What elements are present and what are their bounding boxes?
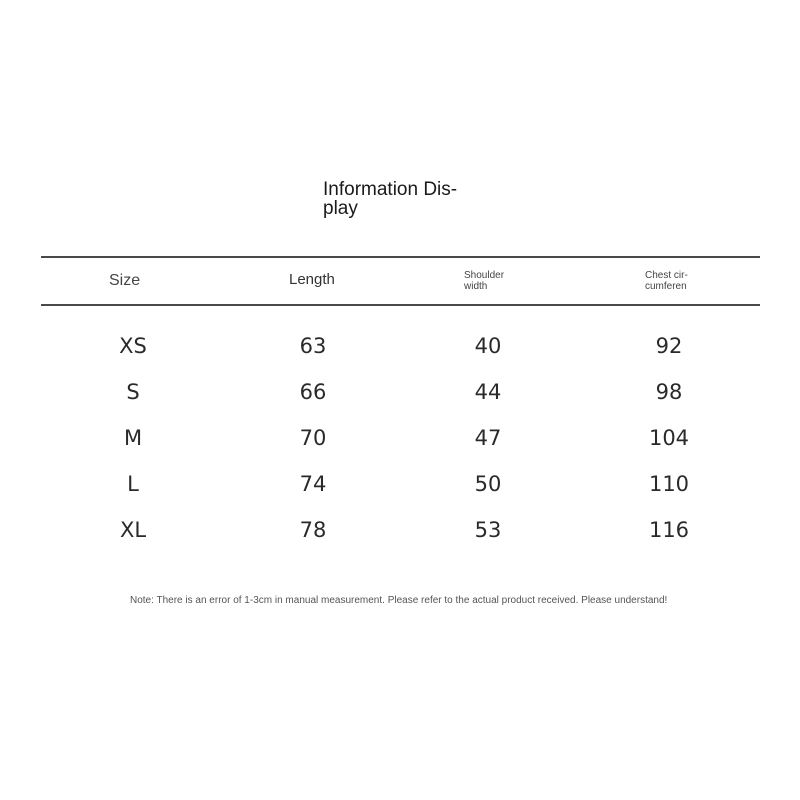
chest-cell: 98	[655, 380, 683, 404]
size-cell: S	[126, 380, 140, 404]
chest-cell: 116	[648, 518, 690, 542]
size-cell: XL	[119, 518, 147, 542]
table-header-rule	[41, 304, 760, 306]
chest-cell: 92	[655, 334, 683, 358]
table-row	[0, 514, 800, 560]
measurement-note: Note: There is an error of 1-3cm in manual measurement. Please refer to the actual product received. Please understand!	[130, 595, 668, 606]
table-row	[0, 330, 800, 376]
length-cell: 74	[299, 472, 327, 496]
header-shoulder-width: Shoulder width	[464, 270, 505, 292]
size-table-body	[0, 330, 800, 560]
table-row	[0, 422, 800, 468]
table-row	[0, 376, 800, 422]
size-cell: L	[127, 472, 139, 496]
shoulder-cell: 47	[474, 426, 502, 450]
shoulder-cell: 44	[474, 380, 502, 404]
shoulder-cell: 50	[474, 472, 502, 496]
length-cell: 66	[299, 380, 327, 404]
size-cell: XS	[119, 334, 147, 358]
shoulder-cell: 53	[474, 518, 502, 542]
table-row	[0, 468, 800, 514]
length-cell: 78	[299, 518, 327, 542]
chest-cell: 110	[648, 472, 690, 496]
size-cell: M	[123, 426, 143, 450]
page-title: Information Dis- play	[323, 179, 458, 219]
header-chest-circumference: Chest cir- cumferen	[645, 270, 688, 292]
header-length: Length	[289, 271, 335, 288]
length-cell: 63	[299, 334, 327, 358]
header-size: Size	[109, 272, 141, 289]
chest-cell: 104	[648, 426, 690, 450]
length-cell: 70	[299, 426, 327, 450]
table-top-rule	[41, 256, 760, 258]
shoulder-cell: 40	[474, 334, 502, 358]
